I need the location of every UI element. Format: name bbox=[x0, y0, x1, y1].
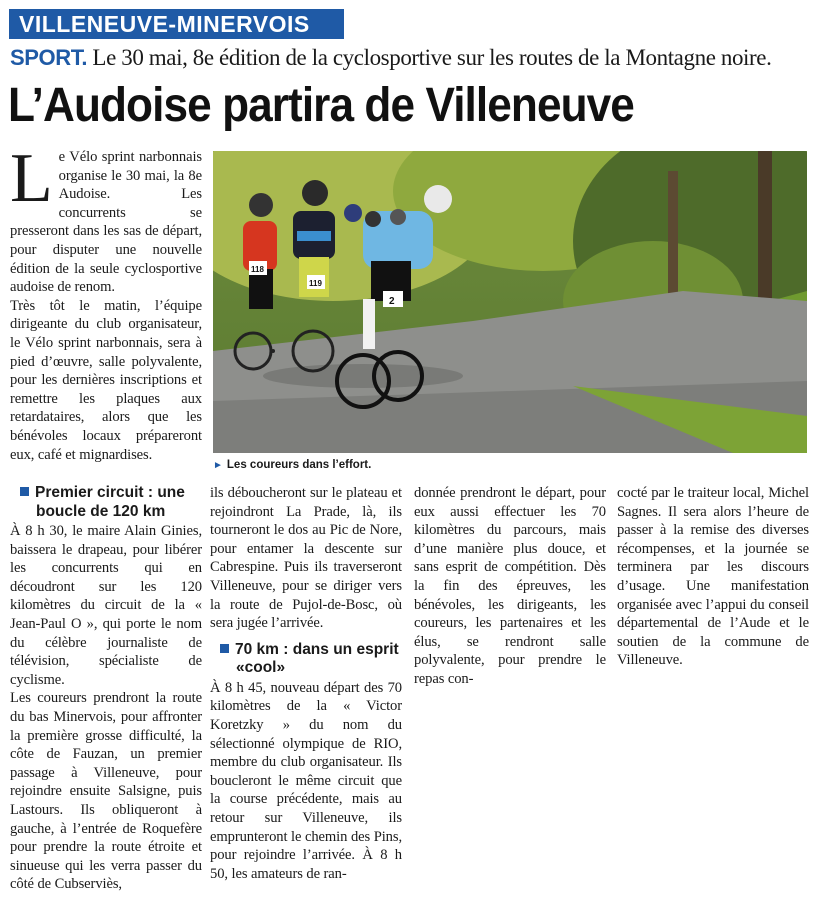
paragraph: À 8 h 30, le maire Alain Ginies, baissera le drapeau, pour libérer les concurrents qui en découdront sur les 120 kilomètres du circuit de la « Jean-Paul O », qui porte le nom du célèbre journaliste de télévision, spécialiste de cyclisme. bbox=[10, 523, 202, 688]
headline: L’Audoise partira de Villeneuve bbox=[8, 79, 634, 132]
bib-2: 2 bbox=[389, 296, 395, 307]
bib-118: 118 bbox=[251, 265, 264, 274]
paragraph: ils déboucheront sur le plateau et rejoindront La Prade, là, ils tourneront le dos au Pic de Nore, pour entamer la descente sur Cabrespine. Puis ils traverseront Villeneuve, pour se diriger vers la route de Pujol-de-Bosc, où sera jugée l’arrivée. bbox=[210, 485, 402, 632]
section-heading-1-text: Premier circuit : une boucle de 120 km bbox=[35, 484, 185, 520]
kicker-line bbox=[10, 44, 810, 72]
article-column-2 bbox=[210, 484, 402, 883]
section-heading-1 bbox=[10, 484, 202, 521]
caption-marker-icon: ► bbox=[213, 460, 223, 471]
section-heading-2 bbox=[210, 641, 402, 678]
cyclists-photo bbox=[213, 151, 807, 453]
paragraph: Les coureurs prendront la route du bas Minervois, pour affronter la première grosse difficulté, la côte de Fauzan, un premier passage à Villeneuve, pour rejoindre ensuite Salsigne, puis Lastours. Ils obliqueront à gauche, à l’entrée de Roquefère pour prendre la route étroite et sinueuse qui les verra passer du côté de Cubserviès, bbox=[10, 690, 202, 893]
photo-caption bbox=[213, 458, 807, 473]
lead-paragraph-2: Très tôt le matin, l’équipe dirigeante du club organisateur, le Vélo sprint narbonnais, sera à pied d’œuvre, salle polyvalente, pour les dernières inscriptions et remettre les plaques aux retardataires, alors que les bénévoles locaux prépareront eux, café et mignardises. bbox=[10, 297, 202, 463]
section-banner: VILLENEUVE-MINERVOIS bbox=[9, 9, 344, 39]
drop-cap: L bbox=[10, 140, 53, 217]
bib-119: 119 bbox=[309, 279, 322, 288]
paragraph: À 8 h 45, nouveau départ des 70 kilomètres de la « Victor Koretzky » du nom du sélectionné olympique de RIO, membre du club organisateur. Ils boucleront le même circuit que la course précédente, mais au retour sur Villeneuve, ils emprunteront le chemin des Pins, pour rejoindre l’arrivée. À 8 h 50, les amateurs de ran- bbox=[210, 679, 402, 882]
lead-text: e Vélo sprint narbonnais organise le 30 mai, la 8e Audoise. Les concurrents se presseront dans les sas de départ, pour disputer une nouvelle édition de la seule cyclosportive audoise de renom. bbox=[10, 149, 202, 296]
lead-column bbox=[10, 140, 202, 464]
article-column-1 bbox=[10, 484, 202, 894]
paragraph: cocté par le traiteur local, Michel Sagnes. Il sera alors l’heure de passer à la remise des diverses récompenses, et la journée se terminera par les discours d’usage. Une manifestation organisée avec l’appui du conseil départemental de l’Aude et le soutien de la commune de Villeneuve. bbox=[617, 485, 809, 669]
paragraph: donnée prendront le départ, pour eux aussi effectuer les 70 kilomètres du parcours, mais d’une manière plus douce, et sans esprit de compétition. Dès la fin des épreuves, les bénévoles, les dirigeants, les coureurs, les partenaires et les élus, se rendront salle polyvalente, pour prendre le repas con- bbox=[414, 485, 606, 687]
section-heading-2-text: 70 km : dans un esprit «cool» bbox=[235, 640, 399, 677]
article-column-4 bbox=[617, 484, 809, 670]
kicker-text: Le 30 mai, 8e édition de la cyclosportive sur les routes de la Montagne noire. bbox=[92, 45, 772, 70]
caption-text: Les coureurs dans l’effort. bbox=[226, 459, 372, 471]
kicker-label: SPORT. bbox=[10, 45, 88, 70]
lead-paragraph bbox=[10, 140, 202, 297]
bullet-square-icon bbox=[20, 487, 29, 496]
bullet-square-icon bbox=[220, 644, 229, 653]
article-column-3 bbox=[414, 484, 606, 689]
